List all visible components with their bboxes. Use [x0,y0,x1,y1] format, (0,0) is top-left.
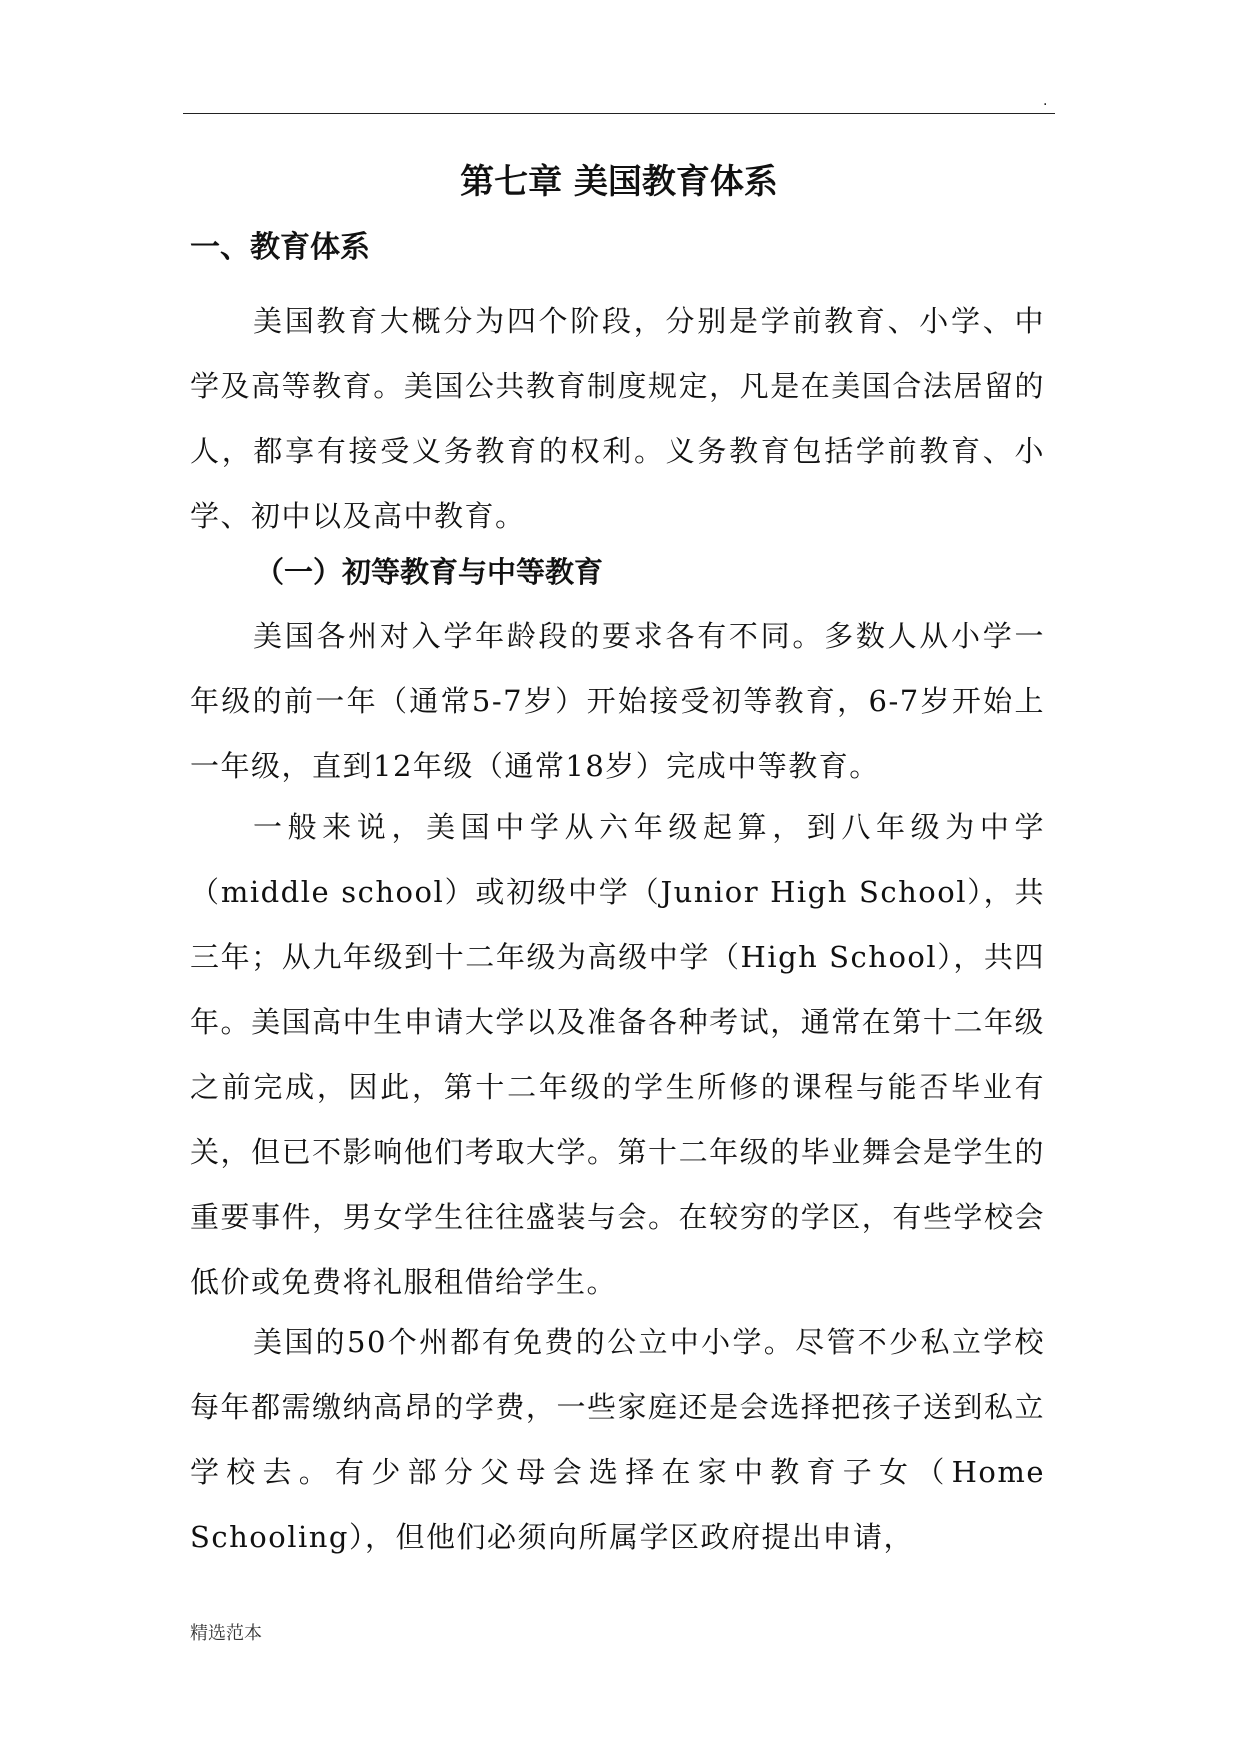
paragraph-school-age: 美国各州对入学年龄段的要求各有不同。多数人从小学一年级的前一年（通常5-7岁）开始接受初等教育，6-7岁开始上一年级，直到12年级（通常18岁）完成中等教育。 [190,619,1045,783]
section-heading: 一、教育体系 [190,230,370,265]
paragraph-middle-high-school: 一般来说，美国中学从六年级起算，到八年级为中学（middle school）或初级中学（Junior High School），共三年；从九年级到十二年级为高级中学（High School），共四年。美国高中生申请大学以及准备各种考试，通常在第十二年级之前完成，因此，第十二年级的学生所修的课程与能否毕业有关，但已不影响他们考取大学。第十二年级的毕业舞会是学生的重要事件，男女学生往往盛装与会。在较穷的学区，有些学校会低价或免费将礼服租借给学生。 [190,810,1045,1299]
paragraph-public-private: 美国的50个州都有免费的公立中小学。尽管不少私立学校每年都需缴纳高昂的学费，一些家庭还是会选择把孩子送到私立学校去。有少部分父母会选择在家中教育子女（Home Schooling），但他们必须向所属学区政府提出申请， [190,1325,1045,1554]
header-mark: . [1043,93,1048,109]
paragraph-intro: 美国教育大概分为四个阶段，分别是学前教育、小学、中学及高等教育。美国公共教育制度规定，凡是在美国合法居留的人，都享有接受义务教育的权利。义务教育包括学前教育、小学、初中以及高中教育。 [190,304,1045,533]
subsection-heading: （一）初等教育与中等教育 [255,555,604,589]
header-rule [183,113,1055,114]
footer-text: 精选范本 [190,1623,262,1644]
chapter-title: 第七章 美国教育体系 [460,162,778,202]
